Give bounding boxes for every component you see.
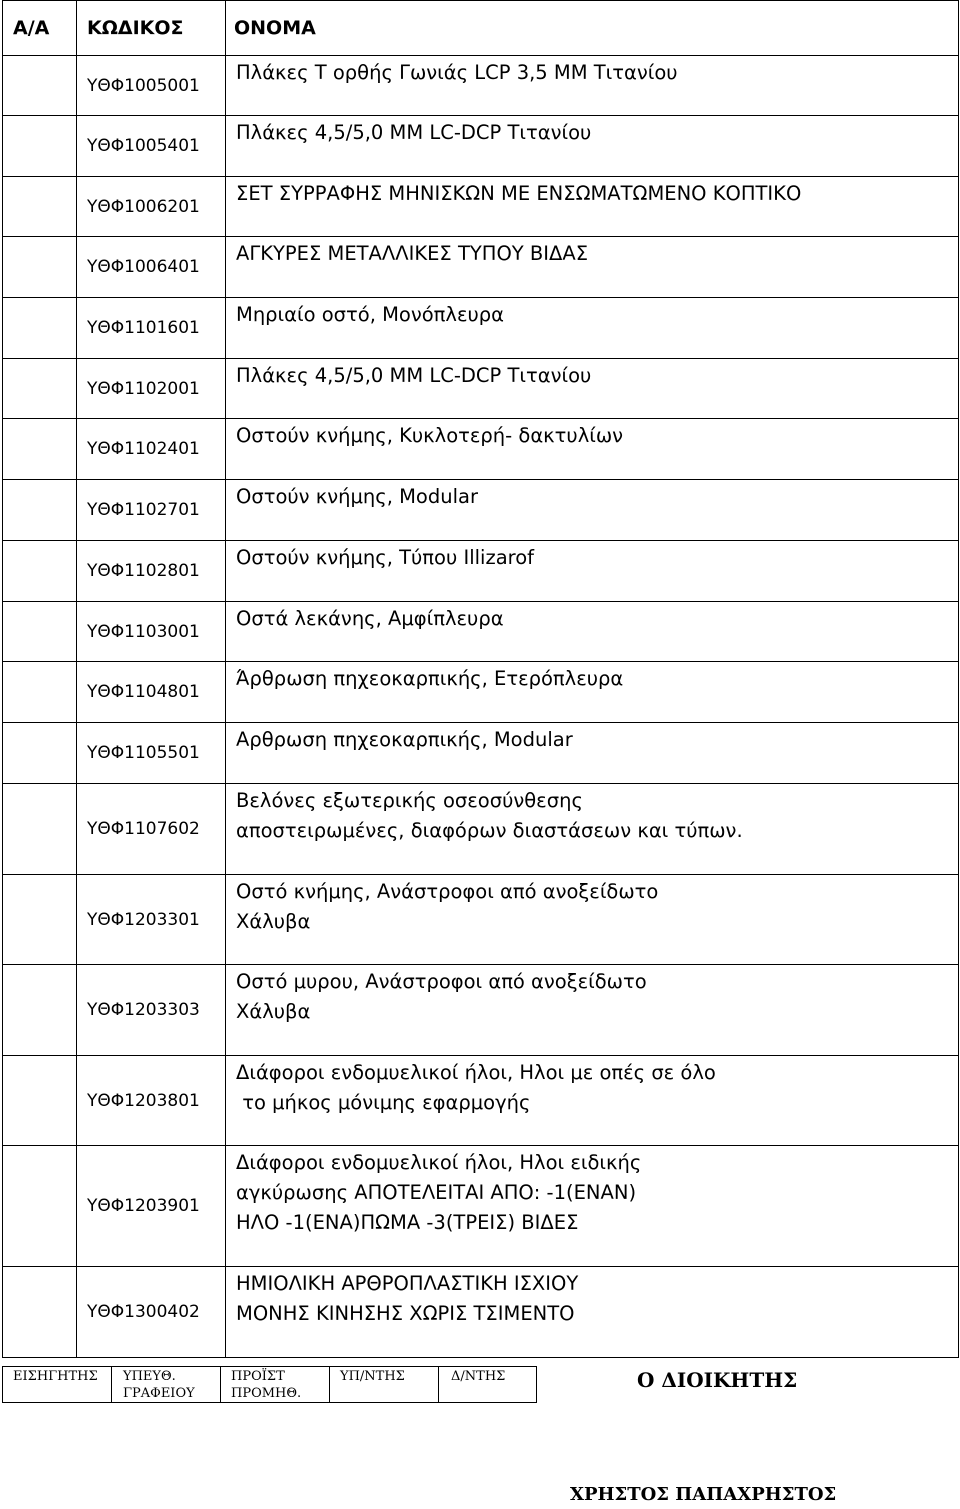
row-number	[3, 662, 77, 723]
row-code: ΥΘΦ1203301	[77, 875, 226, 965]
table-row	[3, 116, 959, 177]
table-row	[3, 1146, 959, 1267]
row-number	[3, 1056, 77, 1146]
table-row	[3, 298, 959, 359]
row-number	[3, 116, 77, 177]
row-code: ΥΘΦ1102001	[77, 359, 226, 419]
director-title: Ο ΔΙΟΙΚΗΤΗΣ	[637, 1368, 798, 1392]
row-number	[3, 56, 77, 116]
row-name: Πλάκες 4,5/5,0 ΜΜ LC-DCP Τιτανίου	[226, 116, 959, 177]
table-row	[3, 237, 959, 298]
row-number	[3, 419, 77, 480]
sig-cell-procurement-head: ΠΡΟΪΣΤ ΠΡΟΜΗΘ.	[221, 1367, 330, 1403]
row-number	[3, 298, 77, 359]
table-row	[3, 541, 959, 602]
row-number	[3, 237, 77, 298]
row-code: ΥΘΦ1102401	[77, 419, 226, 480]
row-code: ΥΘΦ1107602	[77, 784, 226, 875]
row-code: ΥΘΦ1005001	[77, 56, 226, 116]
row-name: Οστούν κνήμης, Κυκλοτερή- δακτυλίων	[226, 419, 959, 480]
row-code: ΥΘΦ1104801	[77, 662, 226, 723]
row-number	[3, 1267, 77, 1358]
table-row	[3, 480, 959, 541]
row-number	[3, 177, 77, 237]
row-code: ΥΘΦ1102801	[77, 541, 226, 602]
row-code: ΥΘΦ1102701	[77, 480, 226, 541]
row-number	[3, 602, 77, 662]
row-code: ΥΘΦ1203303	[77, 965, 226, 1056]
table-row	[3, 56, 959, 116]
sig-cell-rapporteur: ΕΙΣΗΓΗΤΗΣ	[3, 1367, 112, 1403]
row-name: Πλάκες 4,5/5,0 ΜΜ LC-DCP Τιτανίου	[226, 359, 959, 419]
row-name: Οστά λεκάνης, Αμφίπλευρα	[226, 602, 959, 662]
table-row	[3, 419, 959, 480]
row-name: ΣΕΤ ΣΥΡΡΑΦΗΣ ΜΗΝΙΣΚΩΝ ΜΕ ΕΝΣΩΜΑΤΩΜΕΝΟ ΚΟΠΤΙΚΟ	[226, 177, 959, 237]
row-name: Οστό κνήμης, Ανάστροφοι από ανοξείδωτο Χάλυβα	[226, 875, 959, 965]
table-row	[3, 723, 959, 784]
table-row	[3, 1056, 959, 1146]
table-header-row	[3, 1, 959, 56]
row-name: ΗΜΙΟΛΙΚΗ ΑΡΘΡΟΠΛΑΣΤΙΚΗ ΙΣΧΙΟΥ ΜΟΝΗΣ ΚΙΝΗΣΗΣ ΧΩΡΙΣ ΤΣΙΜΕΝΤΟ	[226, 1267, 959, 1358]
row-name: Οστό μυρου, Ανάστροφοι από ανοξείδωτο Χάλυβα	[226, 965, 959, 1056]
row-name: Διάφοροι ενδομυελικοί ήλοι, Ηλοι ειδικής αγκύρωσης ΑΠΟΤΕΛΕΙΤΑΙ ΑΠΟ: -1(ΕΝΑΝ) ΗΛΟ -1(ΕΝΑ)ΠΩΜΑ -3(ΤΡΕΙΣ) ΒΙΔΕΣ	[226, 1146, 959, 1267]
table-row	[3, 359, 959, 419]
row-name: ΑΓΚΥΡΕΣ ΜΕΤΑΛΛΙΚΕΣ ΤΥΠΟΥ ΒΙΔΑΣ	[226, 237, 959, 298]
row-code: ΥΘΦ1006201	[77, 177, 226, 237]
row-code: ΥΘΦ1101601	[77, 298, 226, 359]
table-row	[3, 1267, 959, 1358]
header-code: ΚΩΔΙΚΟΣ	[77, 1, 226, 56]
row-number	[3, 875, 77, 965]
row-code: ΥΘΦ1203901	[77, 1146, 226, 1267]
row-code: ΥΘΦ1203801	[77, 1056, 226, 1146]
director-name: ΧΡΗΣΤΟΣ ΠΑΠΑΧΡΗΣΤΟΣ	[570, 1484, 837, 1505]
table-row	[3, 875, 959, 965]
signature-table	[2, 1366, 537, 1403]
row-name: Βελόνες εξωτερικής οσεοσύνθεσης αποστειρωμένες, διαφόρων διαστάσεων και τύπων.	[226, 784, 959, 875]
row-name: Οστούν κνήμης, Modular	[226, 480, 959, 541]
sig-cell-director: Δ/ΝΤΗΣ	[439, 1367, 537, 1403]
row-name: Διάφοροι ενδομυελικοί ήλοι, Ηλοι με οπές σε όλο το μήκος μόνιμης εφαρμογής	[226, 1056, 959, 1146]
row-name: Μηριαίο οστό, Μονόπλευρα	[226, 298, 959, 359]
row-number	[3, 541, 77, 602]
table-row	[3, 177, 959, 237]
row-number	[3, 1146, 77, 1267]
row-code: ΥΘΦ1005401	[77, 116, 226, 177]
row-name: Πλάκες Τ ορθής Γωνιάς LCP 3,5 ΜΜ Τιτανίου	[226, 56, 959, 116]
table-row	[3, 602, 959, 662]
items-table	[2, 0, 959, 1358]
row-number	[3, 784, 77, 875]
sig-cell-deputy-director: ΥΠ/ΝΤΗΣ	[330, 1367, 439, 1403]
row-code: ΥΘΦ1105501	[77, 723, 226, 784]
row-number	[3, 480, 77, 541]
row-code: ΥΘΦ1300402	[77, 1267, 226, 1358]
row-number	[3, 359, 77, 419]
table-row	[3, 662, 959, 723]
row-number	[3, 965, 77, 1056]
row-name: Αρθρωση πηχεοκαρπικής, Modular	[226, 723, 959, 784]
row-code: ΥΘΦ1006401	[77, 237, 226, 298]
table-row	[3, 965, 959, 1056]
header-name: ΟΝΟΜΑ	[226, 1, 959, 56]
row-code: ΥΘΦ1103001	[77, 602, 226, 662]
sig-cell-office-head: ΥΠΕΥΘ. ΓΡΑΦΕΙΟΥ	[112, 1367, 221, 1403]
row-number	[3, 723, 77, 784]
header-num: Α/Α	[3, 1, 77, 56]
row-name: Άρθρωση πηχεοκαρπικής, Ετερόπλευρα	[226, 662, 959, 723]
row-name: Οστούν κνήμης, Τύπου Illizarof	[226, 541, 959, 602]
table-row	[3, 784, 959, 875]
